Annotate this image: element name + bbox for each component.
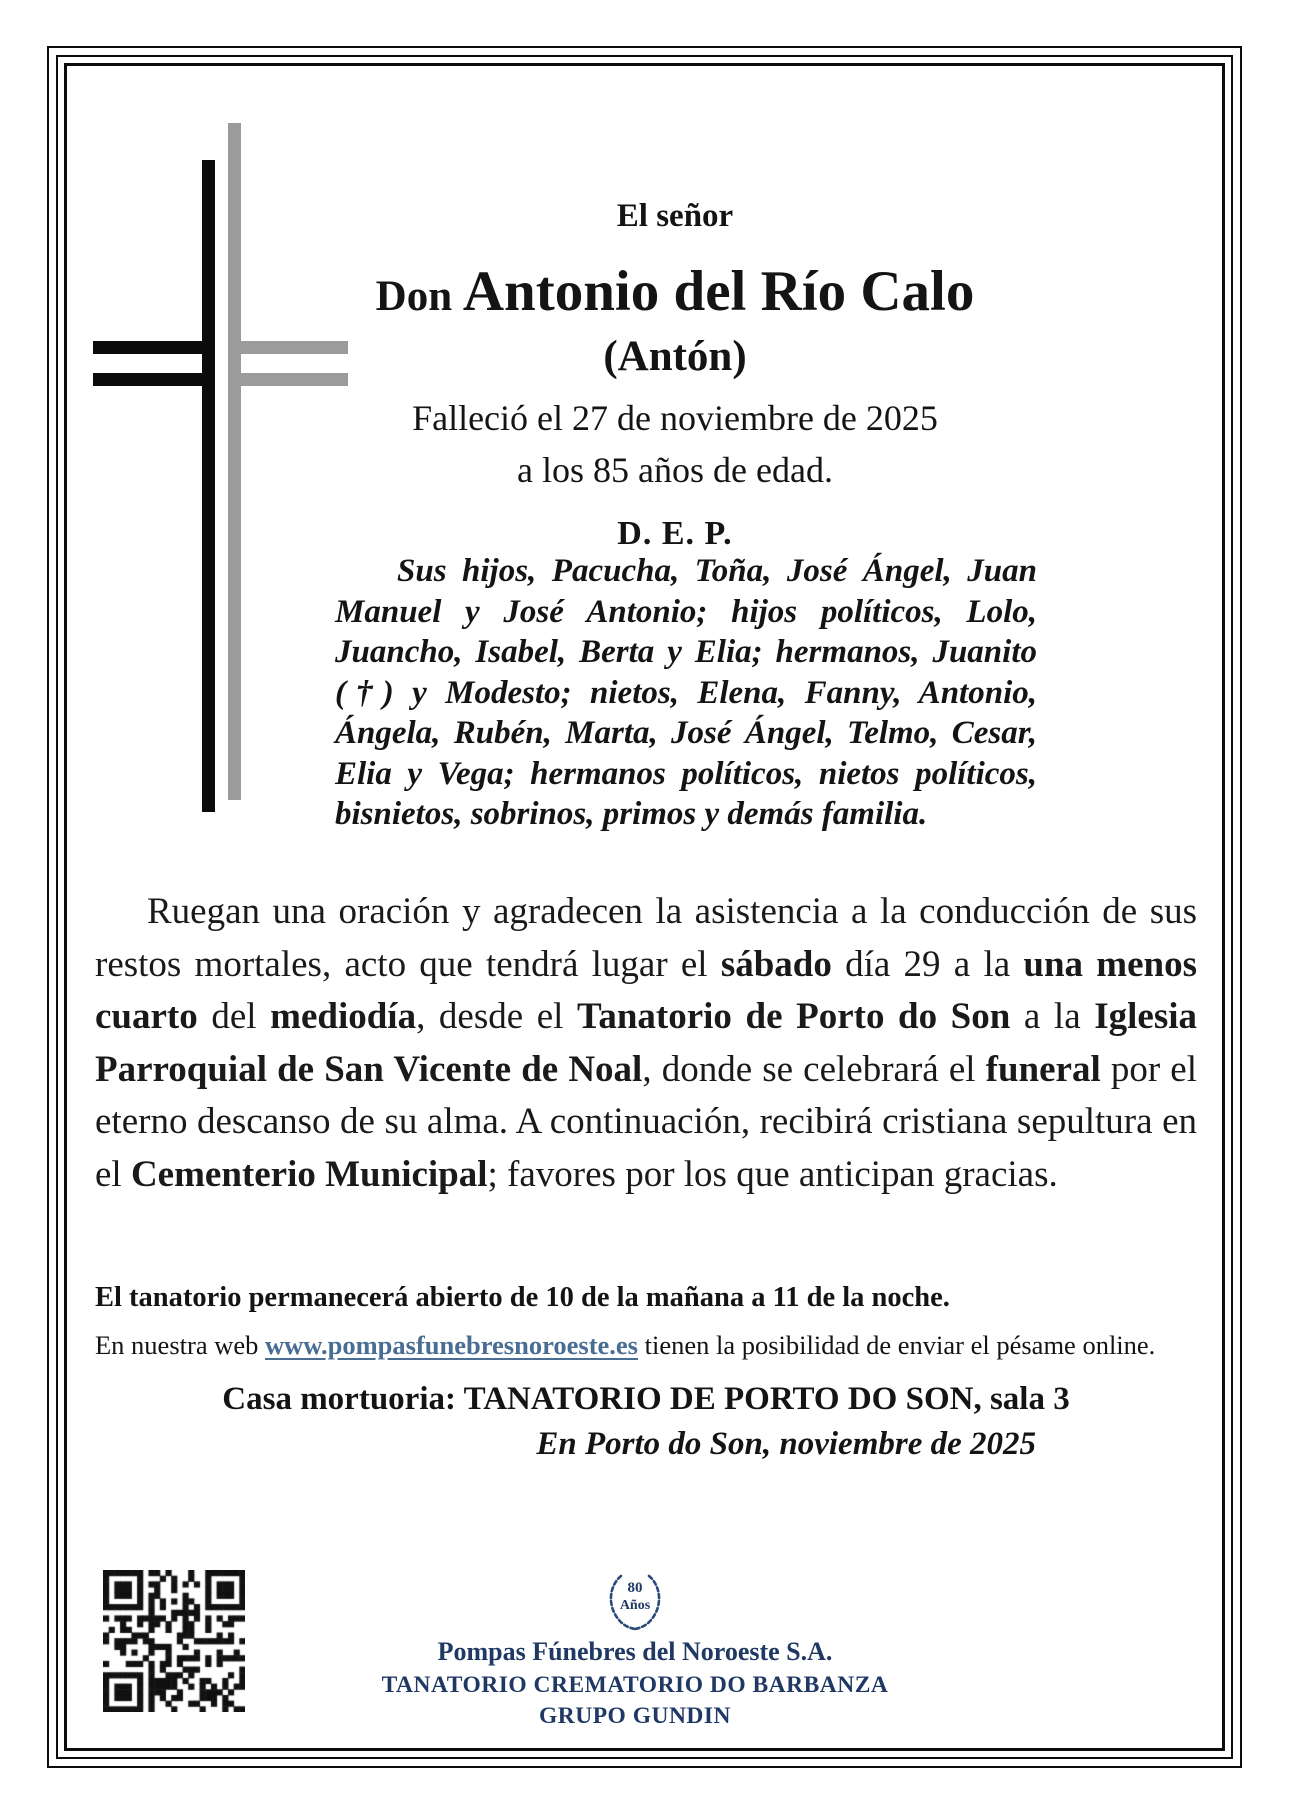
death-age-line: a los 85 años de edad. bbox=[517, 450, 833, 490]
company-name: Pompas Fúnebres del Noroeste S.A. bbox=[437, 1637, 833, 1666]
mortuary-room: , sala 3 bbox=[973, 1381, 1070, 1417]
dep-abbreviation: D. E. P. bbox=[617, 515, 733, 552]
footer-group: GRUPO GUNDIN bbox=[538, 1703, 732, 1729]
mortuary-place: TANATORIO DE PORTO DO SON bbox=[463, 1381, 974, 1417]
opening-hours-notice: El tanatorio permanecerá abierto de 10 de la mañana a 11 de la noche. bbox=[95, 1282, 950, 1313]
web-line-prefix: En nuestra web bbox=[95, 1330, 265, 1360]
anniversary-word: Años bbox=[619, 1598, 651, 1613]
nickname: (Antón) bbox=[603, 333, 747, 380]
laurel-80-years-logo bbox=[597, 1570, 673, 1632]
footer-crematorium: TANATORIO CREMATORIO DO BARBANZA bbox=[381, 1672, 889, 1698]
place-date-line: En Porto do Son, noviembre de 2025 bbox=[536, 1426, 1036, 1462]
cross-black-vertical bbox=[202, 160, 215, 812]
name-prefix: Don bbox=[375, 273, 463, 320]
mortuary-label: Casa mortuoria: bbox=[222, 1381, 464, 1417]
footer-block bbox=[95, 1570, 1175, 1730]
web-line-suffix: tienen la posibilidad de enviar el pésame online. bbox=[637, 1330, 1156, 1360]
death-date-line: Falleció el 27 de noviembre de 2025 bbox=[412, 398, 938, 438]
web-condolence-line bbox=[95, 1330, 1197, 1361]
cross-black-arm-lower bbox=[93, 373, 215, 386]
family-paragraph: Sus hijos, Pacucha, Toña, José Ángel, Juan Manuel y José Antonio; hijos políticos, Lolo, Juancho, Isabel, Berta y Elia; hermanos, Juanito (†) y Modesto; nietos, Elena, Fanny, Antonio, Ángela, Rubén, Marta, José Ángel, Telmo, Cesar, Elia y Vega; hermanos políticos, nietos políticos, bisnietos, sobrinos, primos y demás familia. bbox=[335, 553, 1037, 832]
announcement-paragraph: Ruegan una oración y agradecen la asistencia a la conducción de sus restos mortales, acto que tendrá lugar el sábado día 29 a la una menos cuarto del mediodía, desde el Tanatorio de Porto do Son a la Iglesia Parroquial de San Vicente de Noal, donde se celebrará el funeral por el eterno descanso de su alma. A continuación, recibirá cristiana sepultura en el Cementerio Municipal; favores por los que anticipan gracias. bbox=[95, 891, 1197, 1195]
cross-black-arm-upper bbox=[93, 341, 215, 354]
salutation: El señor bbox=[616, 198, 734, 234]
anniversary-number: 80 bbox=[627, 1580, 643, 1596]
mortuary-line bbox=[95, 1381, 1197, 1418]
website-link[interactable]: www.pompasfunebresnoroeste.es bbox=[265, 1330, 638, 1360]
header-block bbox=[280, 198, 1070, 553]
deceased-name: Antonio del Río Calo bbox=[462, 260, 975, 323]
cross-gray-vertical bbox=[228, 123, 241, 800]
deceased-name-line bbox=[280, 261, 1070, 328]
